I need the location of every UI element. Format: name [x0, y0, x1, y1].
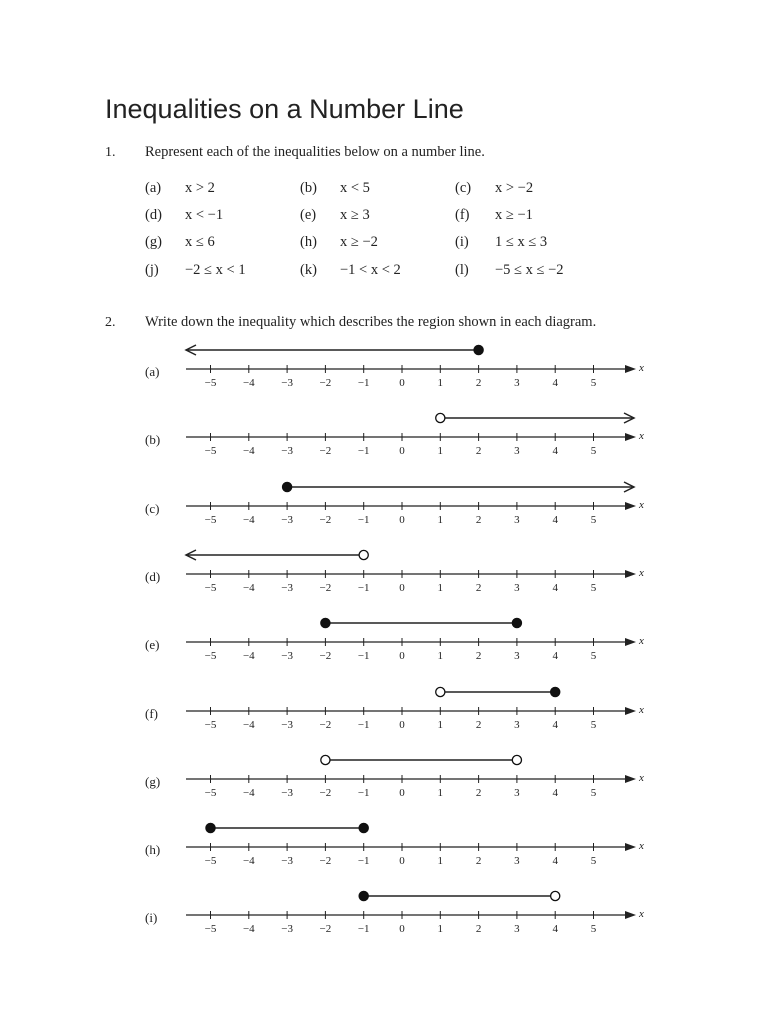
tick-label: −4 — [242, 650, 255, 663]
tick-label: 3 — [514, 513, 520, 526]
tick-label: 3 — [514, 581, 520, 594]
tick-label: 5 — [590, 377, 597, 389]
inequality-label: (c) — [455, 180, 472, 196]
tick-label: −5 — [204, 445, 217, 458]
axis-variable-label: x — [639, 362, 644, 374]
number-line — [0, 748, 768, 818]
closed-endpoint — [206, 823, 215, 832]
number-line-diagram — [0, 748, 768, 818]
inequality-expression: x > 2 — [185, 180, 215, 196]
tick-label: −1 — [357, 377, 370, 389]
tick-label: −4 — [242, 581, 255, 594]
tick-label: 2 — [475, 855, 482, 868]
axis-variable-label: x — [639, 840, 644, 853]
tick-label: 5 — [590, 855, 597, 868]
tick-label: −3 — [281, 445, 293, 458]
tick-label: −3 — [281, 923, 293, 936]
inequality-expression: x ≥ −2 — [340, 234, 378, 250]
tick-label: −5 — [204, 581, 217, 594]
tick-label: −3 — [281, 650, 293, 663]
open-endpoint — [512, 755, 521, 764]
question-1-text: Represent each of the inequalities below on a number line. — [145, 144, 485, 160]
tick-label: −3 — [281, 513, 293, 526]
tick-label: 0 — [399, 718, 405, 731]
axis-variable-label: x — [639, 566, 644, 579]
inequality-label: (i) — [455, 234, 469, 250]
tick-label: 4 — [552, 581, 558, 594]
diagram-label: (f) — [145, 705, 158, 721]
axis-variable-label: x — [639, 430, 644, 443]
tick-label: 4 — [552, 855, 558, 868]
tick-label: −2 — [319, 513, 332, 526]
axis-arrowhead — [625, 843, 636, 851]
axis-variable-label: x — [639, 498, 644, 511]
tick-label: 2 — [475, 581, 482, 594]
tick-label: −1 — [357, 923, 370, 936]
inequality-label: (j) — [145, 262, 159, 278]
question-1-number: 1. — [105, 145, 116, 160]
tick-label: 1 — [437, 445, 444, 458]
inequality-expression: −2 ≤ x < 1 — [185, 262, 246, 278]
tick-label: 3 — [514, 923, 520, 936]
open-endpoint — [551, 892, 560, 901]
tick-label: 3 — [514, 650, 520, 663]
closed-endpoint — [474, 345, 483, 354]
tick-label: 3 — [514, 718, 520, 731]
number-line — [0, 884, 768, 954]
tick-label: 5 — [590, 445, 597, 458]
number-line-diagram — [0, 884, 768, 954]
number-line-diagram — [0, 475, 768, 545]
tick-label: 0 — [399, 650, 405, 663]
inequality-label: (f) — [455, 207, 470, 223]
open-endpoint — [359, 550, 368, 559]
number-line — [0, 406, 768, 476]
tick-label: 3 — [514, 786, 520, 799]
axis-arrowhead — [625, 707, 636, 715]
number-line-diagram — [0, 543, 768, 613]
tick-label: −2 — [319, 581, 332, 594]
tick-label: −5 — [204, 377, 217, 389]
axis-arrowhead — [625, 775, 636, 783]
closed-endpoint — [283, 482, 292, 491]
tick-label: −5 — [204, 650, 217, 663]
tick-label: −1 — [357, 786, 370, 799]
inequality-label: (d) — [145, 207, 162, 223]
tick-label: −3 — [281, 855, 293, 868]
tick-label: 2 — [475, 650, 482, 663]
number-line — [0, 611, 768, 681]
tick-label: 1 — [437, 650, 444, 663]
question-2-number: 2. — [105, 315, 116, 330]
axis-variable-label: x — [639, 908, 644, 921]
tick-label: 5 — [590, 718, 597, 731]
tick-label: 1 — [437, 377, 444, 389]
closed-endpoint — [551, 687, 560, 696]
tick-label: −1 — [357, 445, 370, 458]
inequality-expression: x > −2 — [495, 180, 534, 196]
diagram-label: (i) — [145, 910, 158, 926]
number-line-diagram — [0, 816, 768, 886]
axis-variable-label: x — [639, 635, 644, 648]
diagram-label: (a) — [145, 364, 160, 379]
tick-label: −2 — [319, 855, 332, 868]
tick-label: −3 — [281, 377, 293, 389]
axis-arrowhead — [625, 502, 636, 510]
tick-label: 2 — [475, 513, 482, 526]
tick-label: 0 — [399, 581, 405, 594]
inequality-label: (k) — [300, 262, 317, 278]
inequality-label: (h) — [300, 234, 317, 250]
tick-label: 0 — [399, 377, 405, 389]
number-line — [0, 338, 768, 408]
tick-label: 0 — [399, 786, 405, 799]
axis-variable-label: x — [639, 703, 644, 716]
axis-arrowhead — [625, 911, 636, 919]
inequality-expression: −5 ≤ x ≤ −2 — [495, 262, 564, 278]
tick-label: −3 — [281, 786, 293, 799]
tick-label: 3 — [514, 377, 520, 389]
diagram-label: (h) — [145, 842, 161, 858]
open-endpoint — [321, 755, 330, 764]
tick-label: −4 — [242, 513, 255, 526]
tick-label: −5 — [204, 786, 217, 799]
tick-label: −5 — [204, 923, 217, 936]
number-line-diagram — [0, 611, 768, 681]
tick-label: 5 — [590, 786, 597, 799]
tick-label: −4 — [242, 445, 255, 458]
tick-label: −3 — [281, 581, 293, 594]
tick-label: 1 — [437, 581, 444, 594]
tick-label: 2 — [475, 718, 482, 731]
tick-label: −5 — [204, 513, 217, 526]
tick-label: −2 — [319, 923, 332, 936]
closed-endpoint — [321, 619, 330, 628]
diagram-label: (g) — [145, 773, 161, 789]
question-2-text: Write down the inequality which describes the region shown in each diagram. — [145, 314, 597, 330]
number-line — [0, 816, 768, 886]
inequality-label: (b) — [300, 180, 317, 196]
tick-label: 1 — [437, 855, 444, 868]
tick-label: 4 — [552, 718, 558, 731]
tick-label: 3 — [514, 445, 520, 458]
tick-label: 0 — [399, 855, 405, 868]
axis-arrowhead — [625, 433, 636, 441]
axis-arrowhead — [625, 638, 636, 646]
tick-label: 5 — [590, 513, 597, 526]
inequality-label: (a) — [145, 180, 162, 196]
tick-label: 0 — [399, 513, 405, 526]
tick-label: −1 — [357, 513, 370, 526]
tick-label: 0 — [399, 445, 405, 458]
tick-label: −1 — [357, 581, 370, 594]
axis-variable-label: x — [639, 771, 644, 784]
tick-label: 4 — [552, 923, 558, 936]
tick-label: 1 — [437, 718, 444, 731]
tick-label: 4 — [552, 445, 558, 458]
axis-arrowhead — [625, 570, 636, 578]
tick-label: −4 — [242, 718, 255, 731]
tick-label: −5 — [204, 718, 217, 731]
tick-label: 4 — [552, 377, 558, 389]
tick-label: −2 — [319, 377, 332, 389]
tick-label: 2 — [475, 377, 482, 389]
tick-label: 5 — [590, 581, 597, 594]
diagram-label: (c) — [145, 500, 160, 516]
page-title: Inequalities on a Number Line — [105, 94, 464, 124]
closed-endpoint — [512, 619, 521, 628]
tick-label: −2 — [319, 445, 332, 458]
tick-label: 2 — [475, 445, 482, 458]
inequality-label: (g) — [145, 234, 162, 250]
diagram-label: (e) — [145, 637, 160, 653]
open-endpoint — [436, 687, 445, 696]
diagram-label: (b) — [145, 432, 161, 448]
tick-label: 2 — [475, 786, 482, 799]
inequality-label: (e) — [300, 207, 317, 223]
tick-label: 2 — [475, 923, 482, 936]
number-line — [0, 543, 768, 613]
tick-label: 4 — [552, 786, 558, 799]
axis-arrowhead — [625, 365, 636, 373]
tick-label: −1 — [357, 855, 370, 868]
closed-endpoint — [359, 823, 368, 832]
tick-label: 1 — [437, 513, 444, 526]
tick-label: 1 — [437, 786, 444, 799]
tick-label: −4 — [242, 786, 255, 799]
tick-label: −4 — [242, 377, 255, 389]
inequality-expression: x ≤ 6 — [185, 234, 215, 250]
inequality-expression: x < 5 — [340, 180, 370, 196]
inequality-expression: x ≥ 3 — [340, 207, 370, 223]
tick-label: −2 — [319, 718, 332, 731]
inequality-expression: −1 < x < 2 — [340, 262, 401, 278]
number-line-diagram — [0, 406, 768, 476]
tick-label: −3 — [281, 718, 293, 731]
tick-label: 5 — [590, 923, 597, 936]
tick-label: 3 — [514, 855, 520, 868]
number-line — [0, 680, 768, 750]
tick-label: 4 — [552, 513, 558, 526]
tick-label: 5 — [590, 650, 597, 663]
tick-label: 0 — [399, 923, 405, 936]
closed-endpoint — [359, 892, 368, 901]
tick-label: −2 — [319, 786, 332, 799]
tick-label: −4 — [242, 855, 255, 868]
number-line — [0, 475, 768, 545]
tick-label: 1 — [437, 923, 444, 936]
number-line-diagram — [0, 680, 768, 750]
inequality-expression: x < −1 — [185, 207, 224, 223]
tick-label: −1 — [357, 718, 370, 731]
diagram-label: (d) — [145, 568, 161, 584]
inequality-label: (l) — [455, 262, 469, 278]
tick-label: −4 — [242, 923, 255, 936]
number-line-diagram — [0, 338, 768, 408]
inequality-expression: 1 ≤ x ≤ 3 — [495, 234, 548, 250]
inequality-expression: x ≥ −1 — [495, 207, 533, 223]
tick-label: −2 — [319, 650, 332, 663]
tick-label: 4 — [552, 650, 558, 663]
tick-label: −5 — [204, 855, 217, 868]
tick-label: −1 — [357, 650, 370, 663]
open-endpoint — [436, 414, 445, 423]
